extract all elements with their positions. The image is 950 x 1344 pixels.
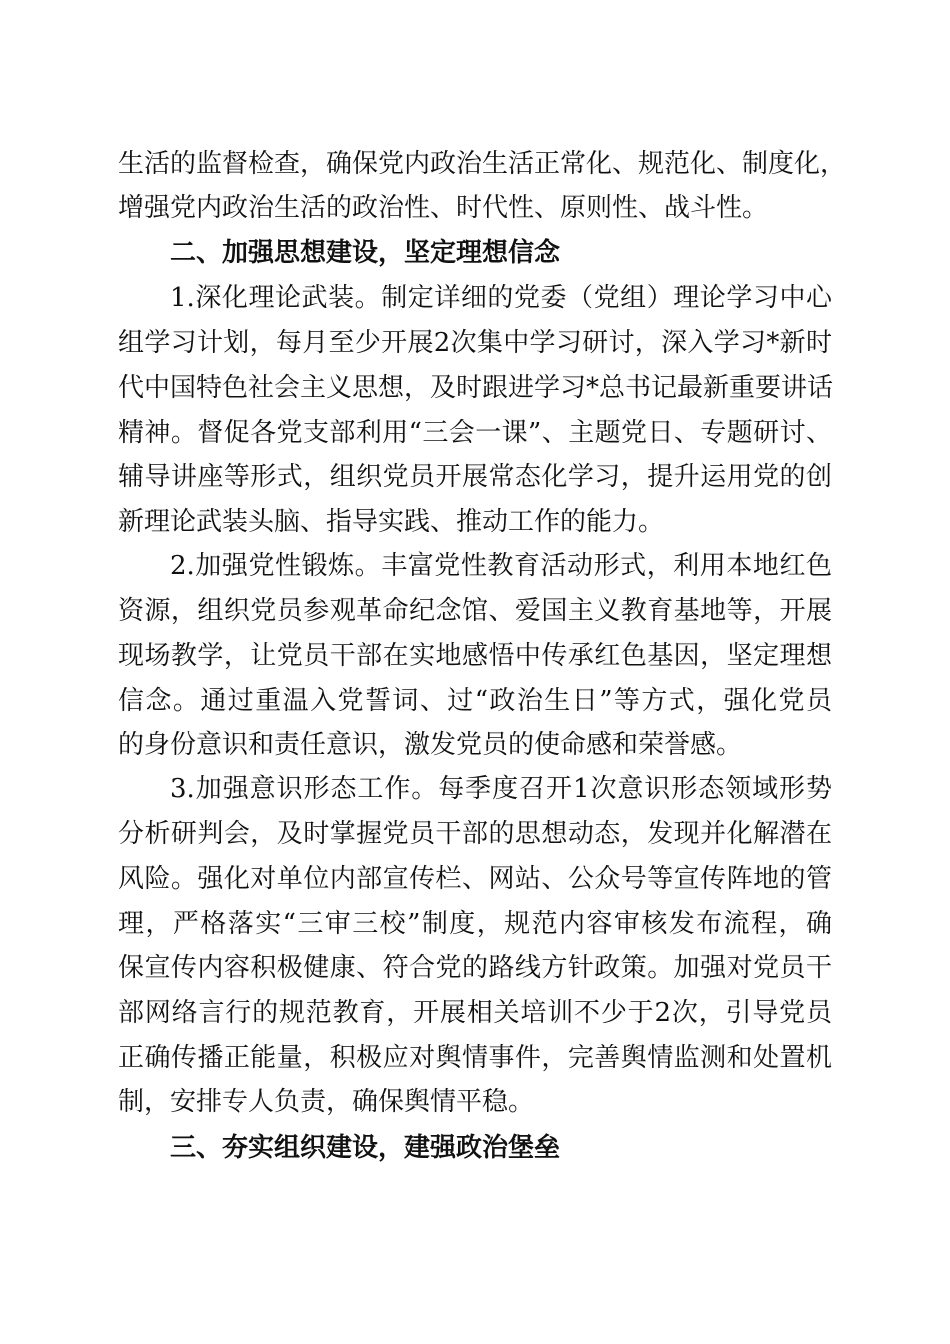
text-line: 制，安排专人负责，确保舆情平稳。 — [118, 1087, 535, 1117]
text-line: 理，严格落实“三审三校”制度，规范内容审核发布流程，确 — [118, 909, 832, 939]
text-line: 正确传播正能量，积极应对舆情事件，完善舆情监测和处置机 — [118, 1043, 832, 1073]
text-line: 增强党内政治生活的政治性、时代性、原则性、战斗性。 — [118, 193, 769, 223]
text-line: 组学习计划，每月至少开展2次集中学习研讨，深入学习*新时 — [118, 328, 832, 358]
text-line: 现场教学，让党员干部在实地感悟中传承红色基因，坚定理想 — [118, 641, 832, 671]
text-line: 2.加强党性锻炼。丰富党性教育活动形式，利用本地红色 — [170, 551, 832, 581]
text-line: 资源，组织党员参观革命纪念馆、爱国主义教育基地等，开展 — [118, 596, 832, 626]
text-line: 分析研判会，及时掌握党员干部的思想动态，发现并化解潜在 — [118, 819, 832, 849]
text-line: 代中国特色社会主义思想，及时跟进学习*总书记最新重要讲话 — [118, 373, 834, 403]
section-heading-2: 二、加强思想建设，坚定理想信念 — [170, 238, 561, 268]
text-line: 风险。强化对单位内部宣传栏、网站、公众号等宣传阵地的管 — [118, 864, 832, 894]
text-line: 精神。督促各党支部利用“三会一课”、主题党日、专题研讨、 — [118, 418, 832, 448]
text-line: 生活的监督检查，确保党内政治生活正常化、规范化、制度化， — [118, 149, 847, 179]
text-line: 辅导讲座等形式，组织党员开展常态化学习，提升运用党的创 — [118, 462, 832, 492]
text-line: 保宣传内容积极健康、符合党的路线方针政策。加强对党员干 — [118, 953, 832, 983]
text-line: 3.加强意识形态工作。每季度召开1次意识形态领域形势 — [170, 774, 832, 804]
text-line: 部网络言行的规范教育，开展相关培训不少于2次，引导党员 — [118, 998, 832, 1028]
text-line: 的身份意识和责任意识，激发党员的使命感和荣誉感。 — [118, 730, 743, 760]
section-heading-3: 三、夯实组织建设，建强政治堡垒 — [170, 1133, 561, 1163]
text-line: 1.深化理论武装。制定详细的党委（党组）理论学习中心 — [170, 283, 832, 313]
text-line: 新理论武装头脑、指导实践、推动工作的能力。 — [118, 507, 665, 537]
text-line: 信念。通过重温入党誓词、过“政治生日”等方式，强化党员 — [118, 686, 832, 716]
